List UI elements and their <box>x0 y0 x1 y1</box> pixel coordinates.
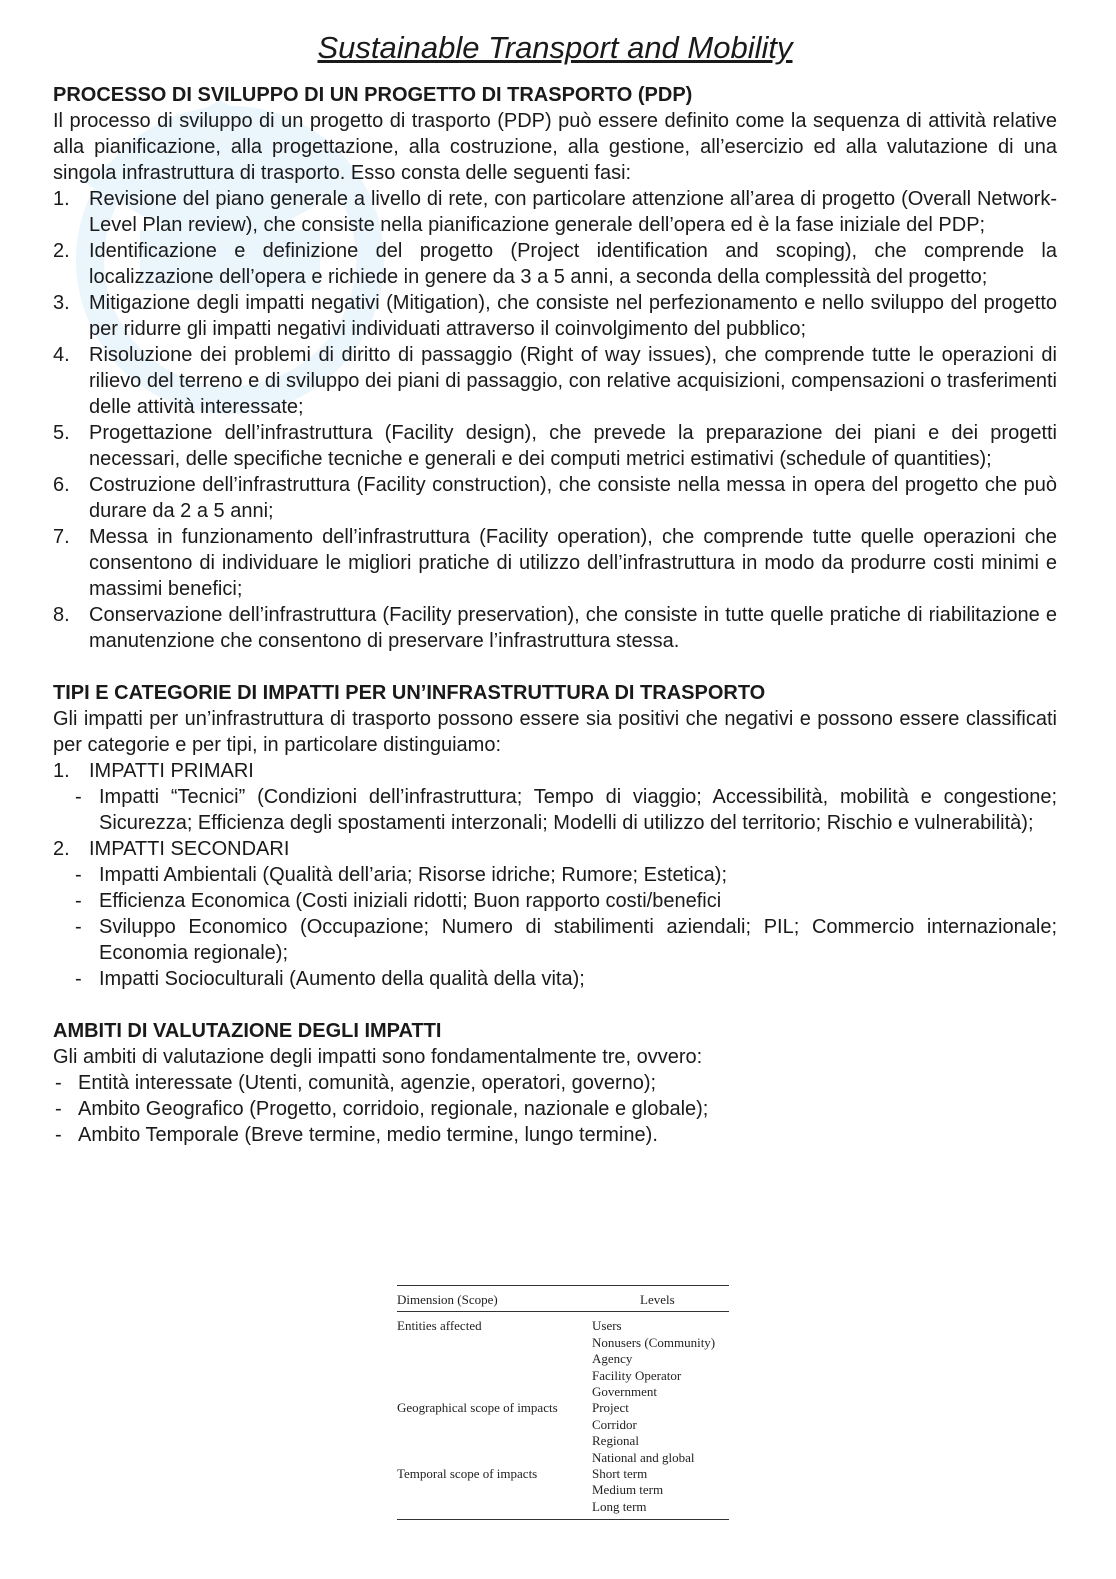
list-item <box>53 1096 1057 1122</box>
dash-bullet: - <box>55 1124 62 1146</box>
scope-table <box>397 1285 729 1520</box>
item-text: Mitigazione degli impatti negativi (Mitigation), che consiste nel perfezionamento e nello sviluppo del progetto per ridurre gli impatti negativi individuati attraverso il coinvolgimento del pubblico; <box>89 292 1057 340</box>
table-row <box>397 1400 729 1466</box>
level-item: Long term <box>592 1498 647 1514</box>
section-heading: AMBITI DI VALUTAZIONE DEGLI IMPATTI <box>53 1020 442 1042</box>
impact-group-list <box>53 758 1057 784</box>
list-item <box>53 290 1057 342</box>
level-item: Facility Operator <box>592 1367 682 1383</box>
list-item <box>53 966 1057 992</box>
item-number: 1. <box>53 188 70 210</box>
item-text: Ambito Temporale (Breve termine, medio termine, lungo termine). <box>78 1124 658 1146</box>
page-title: Sustainable Transport and Mobility <box>317 30 793 65</box>
section-intro: Gli ambiti di valutazione degli impatti sono fondamentalmente tre, ovvero: <box>53 1046 703 1068</box>
item-text: Messa in funzionamento dell’infrastruttura (Facility operation), che comprende tutte quelle operazioni che consentono di individuare le migliori pratiche di utilizzo dell’infrastruttura in modo da produrre costi minimi e massimi benefici; <box>89 526 1057 600</box>
section-heading: TIPI E CATEGORIE DI IMPATTI PER UN’INFRASTRUTTURA DI TRASPORTO <box>53 682 766 704</box>
list-item <box>53 914 1057 966</box>
list-item <box>53 1122 1057 1148</box>
item-text: Costruzione dell’infrastruttura (Facility construction), che consiste nella messa in opera del progetto che può durare da 2 a 5 anni; <box>89 474 1057 522</box>
table-cell-levels <box>592 1466 729 1515</box>
impact-group-list <box>53 836 1057 862</box>
dash-bullet: - <box>75 786 82 808</box>
level-item: Nonusers (Community) <box>592 1334 716 1350</box>
level-item: Users <box>592 1318 622 1334</box>
list-item <box>53 342 1057 420</box>
item-number: 7. <box>53 526 70 548</box>
item-number: 1. <box>53 760 70 782</box>
level-item: Project <box>592 1400 629 1416</box>
item-number: 3. <box>53 292 70 314</box>
item-text: Entità interessate (Utenti, comunità, agenzie, operatori, governo); <box>78 1072 657 1094</box>
item-text: Conservazione dell’infrastruttura (Facility preservation), che consiste in tutte quelle pratiche di riabilitazione e manutenzione che consentono di preservare l’infrastruttura stessa. <box>89 604 1057 652</box>
table-row <box>397 1318 729 1400</box>
item-number: 5. <box>53 422 70 444</box>
item-number: 6. <box>53 474 70 496</box>
list-item <box>53 524 1057 602</box>
dash-bullet: - <box>75 890 82 912</box>
item-number: 2. <box>53 240 70 262</box>
list-item <box>53 758 1057 784</box>
item-text: Identificazione e definizione del progetto (Project identification and scoping), che comprende la localizzazione dell’opera e richiede in genere da 3 a 5 anni, a seconda della complessità del progetto; <box>89 240 1057 288</box>
level-item: Government <box>592 1384 657 1400</box>
dash-bullet: - <box>75 968 82 990</box>
section-evaluation-scopes <box>53 1018 1057 1148</box>
level-item: Corridor <box>592 1416 637 1432</box>
item-text: Impatti Socioculturali (Aumento della qualità della vita); <box>99 968 585 990</box>
level-item: Regional <box>592 1433 639 1449</box>
list-item <box>53 186 1057 238</box>
list-item <box>53 784 1057 836</box>
dash-bullet: - <box>55 1098 62 1120</box>
dash-bullet: - <box>75 864 82 886</box>
list-item <box>53 862 1057 888</box>
document-page <box>53 28 1057 1174</box>
level-item: Agency <box>592 1351 633 1367</box>
list-item <box>53 420 1057 472</box>
section-heading: PROCESSO DI SVILUPPO DI UN PROGETTO DI TRASPORTO (PDP) <box>53 84 693 106</box>
item-text: Ambito Geografico (Progetto, corridoio, regionale, nazionale e globale); <box>78 1098 709 1120</box>
list-item <box>53 836 1057 862</box>
item-text: Impatti Ambientali (Qualità dell’aria; Risorse idriche; Rumore; Estetica); <box>99 864 728 886</box>
impact-sublist <box>53 784 1057 836</box>
item-text: Risoluzione dei problemi di diritto di passaggio (Right of way issues), che comprende tutte le operazioni di rilievo del terreno e di sviluppo dei piani di passaggio, con relative acquisizioni, compensazioni o trasferimenti delle attività interessate; <box>89 344 1057 418</box>
list-item <box>53 602 1057 654</box>
impact-sublist <box>53 862 1057 992</box>
table-cell-dimension: Geographical scope of impacts <box>397 1400 558 1416</box>
item-number: 8. <box>53 604 70 626</box>
section-intro: Il processo di sviluppo di un progetto di trasporto (PDP) può essere definito come la sequenza di attività relative alla pianificazione, alla progettazione, alla costruzione, alla gestione, all’esercizio ed alla valutazione di una singola infrastruttura di trasporto. Esso consta delle seguenti fasi: <box>53 110 1057 184</box>
item-text: Impatti “Tecnici” (Condizioni dell’infrastruttura; Tempo di viaggio; Accessibilità, mobilità e congestione; Sicurezza; Efficienza degli spostamenti interzonali; Modelli di utilizzo del territorio; Rischio e vulnerabilità); <box>99 786 1057 834</box>
list-item <box>53 1070 1057 1096</box>
level-item: Short term <box>592 1466 648 1482</box>
item-text: Revisione del piano generale a livello di rete, con particolare attenzione all’area di progetto (Overall Network-Level Plan review), che consiste nella pianificazione generale dell’opera ed è la fase iniziale del PDP; <box>89 188 1057 236</box>
group-label: IMPATTI SECONDARI <box>89 838 290 860</box>
item-text: Efficienza Economica (Costi iniziali ridotti; Buon rapporto costi/benefici <box>99 890 722 912</box>
section-intro: Gli impatti per un’infrastruttura di trasporto possono essere sia positivi che negativi e possono essere classificati per categorie e per tipi, in particolare distinguiamo: <box>53 708 1057 756</box>
item-number: 4. <box>53 344 70 366</box>
table-row <box>397 1466 729 1515</box>
group-label: IMPATTI PRIMARI <box>89 760 254 782</box>
table-cell-dimension: Temporal scope of impacts <box>397 1466 538 1482</box>
item-text: Sviluppo Economico (Occupazione; Numero di stabilimenti aziendali; PIL; Commercio internazionale; Economia regionale); <box>99 916 1057 964</box>
list-item <box>53 238 1057 290</box>
table-rule <box>397 1519 729 1520</box>
list-item <box>53 472 1057 524</box>
table-body <box>397 1312 729 1515</box>
section-pdp <box>53 82 1057 654</box>
table-cell-dimension: Entities affected <box>397 1318 482 1334</box>
section-impact-types <box>53 680 1057 992</box>
item-number: 2. <box>53 838 70 860</box>
level-item: Medium term <box>592 1482 664 1498</box>
table-header-dimension: Dimension (Scope) <box>397 1292 498 1307</box>
table-header-levels: Levels <box>640 1292 675 1307</box>
scope-list <box>53 1070 1057 1148</box>
level-item: National and global <box>592 1449 695 1465</box>
table-cell-levels <box>592 1318 729 1400</box>
table-cell-levels <box>592 1400 729 1466</box>
dash-bullet: - <box>75 916 82 938</box>
dash-bullet: - <box>55 1072 62 1094</box>
item-text: Progettazione dell’infrastruttura (Facility design), che prevede la preparazione dei piani e dei progetti necessari, delle specifiche tecniche e generali e dei computi metrici estimativi (schedule of quantities); <box>89 422 1057 470</box>
phase-list <box>53 186 1057 654</box>
list-item <box>53 888 1057 914</box>
table-header-row <box>397 1286 729 1308</box>
